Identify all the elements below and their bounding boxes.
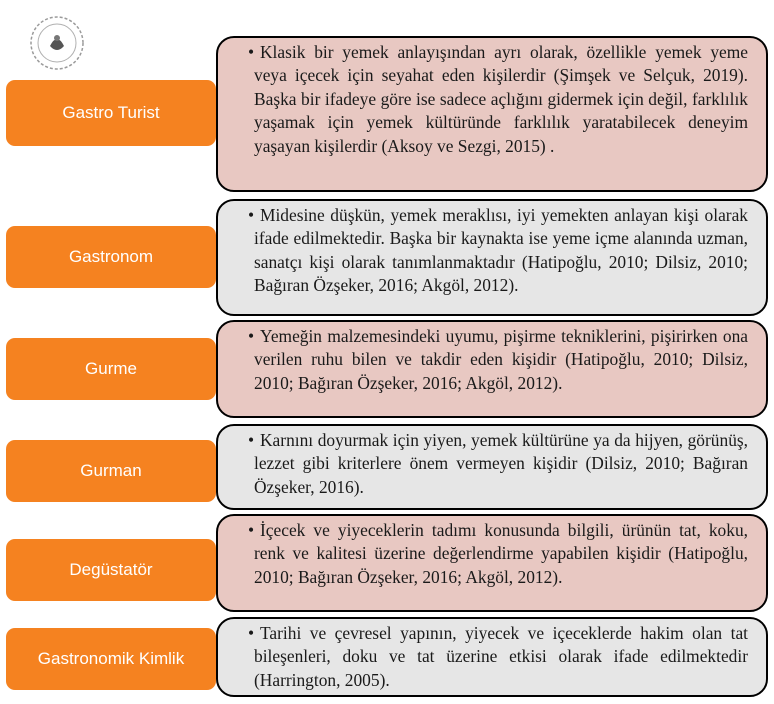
definition-box-gurman [216, 424, 768, 510]
term-label-gastronomik-kimlik: Gastronomik Kimlik [6, 628, 216, 690]
bullet-icon: • [248, 623, 255, 643]
bullet-icon: • [248, 520, 255, 540]
definition-box-gastronom [216, 199, 768, 316]
definition-text: Yemeğin malzemesindeki uyumu, pişirme tekniklerini, pişirirken ona verilen ruhu bilen ve takdir eden kişidir (Hatipoğlu, 2010; Dilsiz, 2010; Bağıran Özşeker, 2016; Akgöl, 2012). [254, 326, 748, 393]
definition-box-gastronomik-kimlik [216, 617, 768, 697]
term-label-degustator: Degüstatör [6, 539, 216, 601]
term-label-gurme: Gurme [6, 338, 216, 400]
term-label-gastronom: Gastronom [6, 226, 216, 288]
definition-text: Midesine düşkün, yemek meraklısı, iyi yemekten anlayan kişi olarak ifade edilmektedir. Başka bir kaynakta ise yeme içme alanında uzman, sanatçı kişi olarak tanımlanmaktadır (Hatipoğlu, 2010; Dilsiz, 2010; Bağıran Özşeker, 2016; Akgöl, 2012). [254, 205, 748, 296]
bullet-icon: • [248, 42, 255, 62]
logo-seal-icon [28, 14, 86, 72]
definition-text: İçecek ve yiyeceklerin tadımı konusunda bilgili, ürünün tat, koku, renk ve kalitesi üzerine değerlendirme yapabilen kişidir (Hatipoğlu, 2010; Bağıran Özşeker, 2016; Akgöl, 2012). [254, 520, 748, 587]
term-label-gastro-turist: Gastro Turist [6, 80, 216, 146]
bullet-icon: • [248, 326, 255, 346]
definition-text: Karnını doyurmak için yiyen, yemek kültürüne ya da hijyen, görünüş, lezzet gibi kriterlere önem vermeyen kişidir (Dilsiz, 2010; Bağıran Özşeker, 2016). [254, 430, 748, 497]
definition-box-gastro-turist [216, 36, 768, 192]
definition-text: Tarihi ve çevresel yapının, yiyecek ve içeceklerde hakim olan tat bileşenleri, doku ve tat üzerine etkisi olarak ifade edilmektedir (Harrington, 2005). [254, 623, 748, 690]
definition-text: Klasik bir yemek anlayışından ayrı olarak, özellikle yemek yeme veya içecek için seyahat eden kişilerdir (Şimşek ve Selçuk, 2019). Başka bir ifadeye göre ise sadece açlığını gidermek için değil, farklılık yaşamak için yemek kültüründe farklılık yaratabilecek deneyim yaşayan kişilerdir (Aksoy ve Sezgi, 2015) . [254, 42, 748, 156]
term-label-gurman: Gurman [6, 440, 216, 502]
bullet-icon: • [248, 205, 255, 225]
bullet-icon: • [248, 430, 255, 450]
definition-box-gurme [216, 320, 768, 418]
definition-box-degustator [216, 514, 768, 612]
